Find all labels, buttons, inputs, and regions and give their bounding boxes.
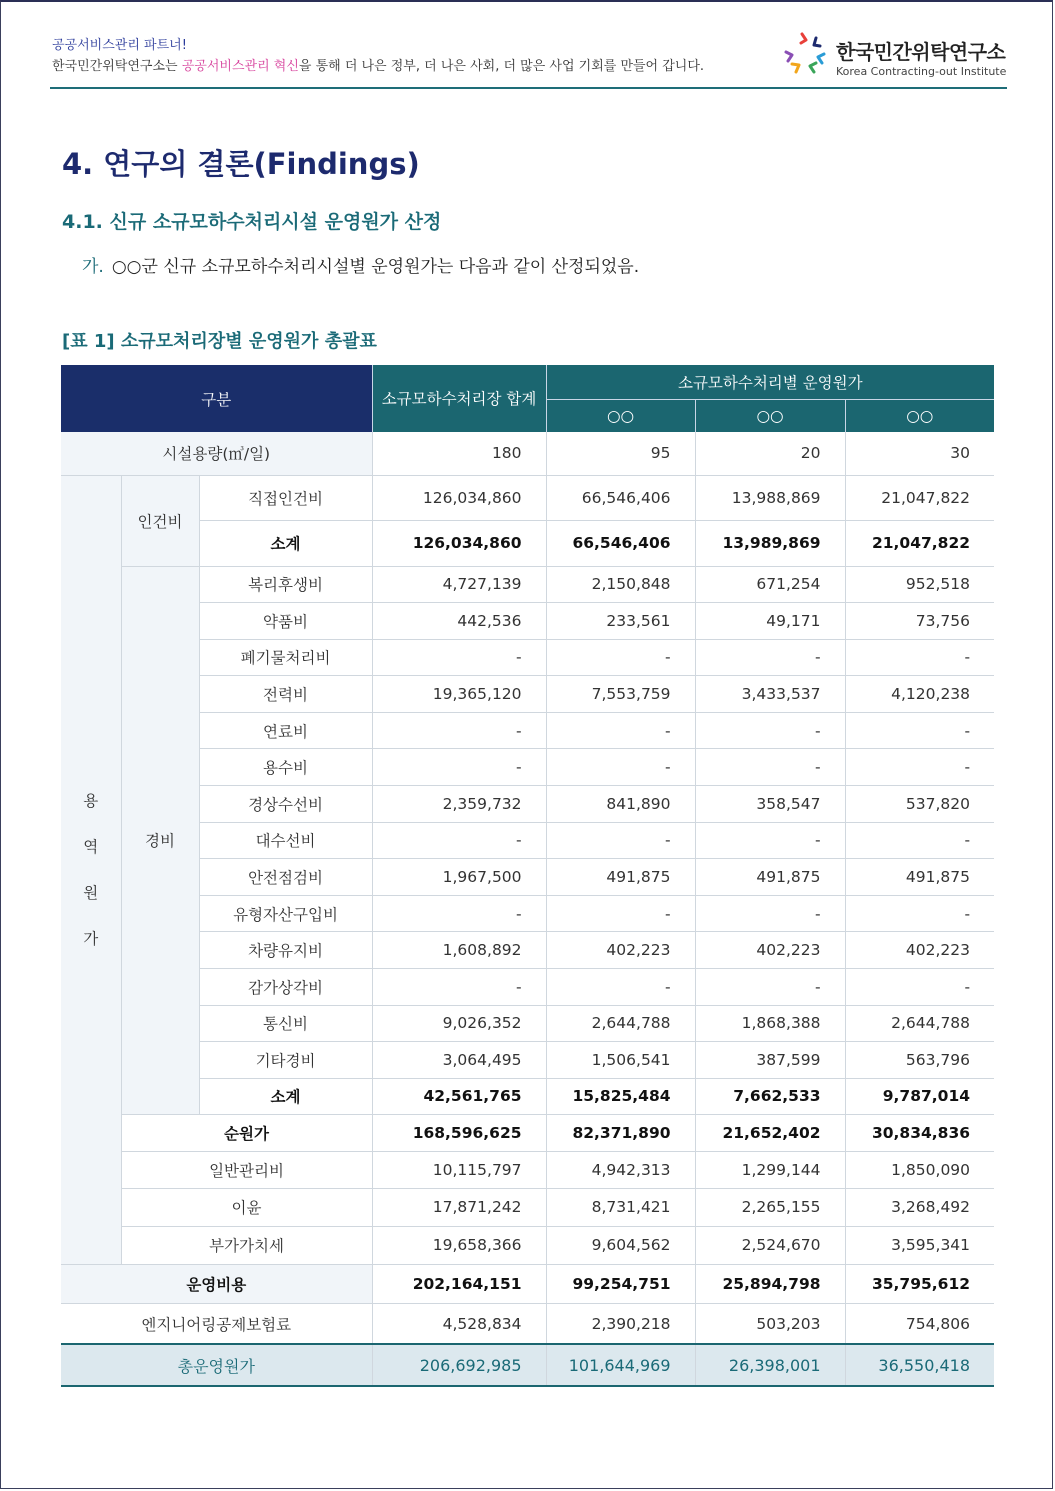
star-logo-icon	[780, 30, 830, 80]
value-cell: -	[695, 639, 845, 676]
service-cost-char: 가	[83, 929, 99, 948]
value-cell: 17,871,242	[372, 1188, 546, 1226]
value-cell: 2,265,155	[695, 1188, 845, 1226]
value-cell: 20	[695, 432, 845, 475]
value-cell: 9,604,562	[546, 1226, 695, 1264]
value-cell: 4,727,139	[372, 566, 546, 603]
value-cell: 19,365,120	[372, 676, 546, 713]
value-cell: -	[372, 822, 546, 859]
group-label-labor: 인건비	[121, 475, 199, 566]
header-description	[52, 55, 704, 74]
value-cell: -	[372, 895, 546, 932]
table-row	[61, 712, 994, 749]
value-cell: 7,662,533	[695, 1078, 845, 1114]
table-row	[61, 432, 994, 475]
body-paragraph	[82, 252, 639, 277]
row-label-vat: 부가가치세	[121, 1226, 372, 1264]
value-cell: 2,644,788	[546, 1005, 695, 1042]
value-cell: 101,644,969	[546, 1344, 695, 1386]
row-label: 감가상각비	[199, 969, 372, 1006]
row-label-insurance: 엔지니어링공제보험료	[61, 1303, 372, 1344]
table-row	[61, 749, 994, 786]
value-cell: 73,756	[845, 603, 994, 640]
value-cell: 82,371,890	[546, 1114, 695, 1151]
row-label: 기타경비	[199, 1042, 372, 1079]
value-cell: 402,223	[695, 932, 845, 969]
service-cost-char: 용	[83, 791, 99, 810]
value-cell: 2,359,732	[372, 786, 546, 823]
value-cell: 10,115,797	[372, 1151, 546, 1188]
row-label: 폐기물처리비	[199, 639, 372, 676]
value-cell: 2,390,218	[546, 1303, 695, 1344]
value-cell: 563,796	[845, 1042, 994, 1079]
value-cell: 1,850,090	[845, 1151, 994, 1188]
value-cell: -	[372, 639, 546, 676]
value-cell: -	[372, 749, 546, 786]
table-row	[61, 639, 994, 676]
header-plant-3: ○○	[845, 399, 994, 432]
header-plant-2: ○○	[695, 399, 845, 432]
header-by-plant: 소규모하수처리별 운영원가	[546, 365, 994, 399]
value-cell: 9,787,014	[845, 1078, 994, 1114]
value-cell: 36,550,418	[845, 1344, 994, 1386]
value-cell: 233,561	[546, 603, 695, 640]
table-row	[61, 603, 994, 640]
row-label-admin: 일반관리비	[121, 1151, 372, 1188]
value-cell: 952,518	[845, 566, 994, 603]
table-row	[61, 1114, 994, 1151]
value-cell: 66,546,406	[546, 520, 695, 566]
value-cell: 4,528,834	[372, 1303, 546, 1344]
value-cell: 202,164,151	[372, 1264, 546, 1303]
row-label: 통신비	[199, 1005, 372, 1042]
row-label: 용수비	[199, 749, 372, 786]
header-description-end: 을 통해 더 나은 정부, 더 나은 사회, 더 많은 사업 기회를 만들어 갑니다.	[298, 59, 705, 74]
value-cell: -	[845, 712, 994, 749]
value-cell: 13,989,869	[695, 520, 845, 566]
value-cell: -	[546, 749, 695, 786]
value-cell: -	[845, 822, 994, 859]
value-cell: 49,171	[695, 603, 845, 640]
value-cell: -	[372, 969, 546, 1006]
table-row	[61, 786, 994, 823]
row-label: 대수선비	[199, 822, 372, 859]
value-cell: 491,875	[845, 859, 994, 896]
row-label-subtotal: 소계	[199, 1078, 372, 1114]
value-cell: -	[546, 969, 695, 1006]
table-row	[61, 1151, 994, 1188]
table-row	[61, 1303, 994, 1344]
table-body	[61, 432, 994, 1386]
value-cell: 1,868,388	[695, 1005, 845, 1042]
table-row	[61, 1042, 994, 1079]
value-cell: 13,988,869	[695, 475, 845, 520]
logo-korean-name: 한국민간위탁연구소	[836, 40, 1006, 64]
row-label: 약품비	[199, 603, 372, 640]
row-label-subtotal: 소계	[199, 520, 372, 566]
row-label: 안전점검비	[199, 859, 372, 896]
header-category: 구분	[61, 365, 372, 432]
value-cell: -	[546, 895, 695, 932]
value-cell: 26,398,001	[695, 1344, 845, 1386]
row-label-operating: 운영비용	[61, 1264, 372, 1303]
table-row	[61, 969, 994, 1006]
value-cell: 21,652,402	[695, 1114, 845, 1151]
value-cell: -	[845, 749, 994, 786]
value-cell: -	[695, 822, 845, 859]
value-cell: 21,047,822	[845, 520, 994, 566]
value-cell: 206,692,985	[372, 1344, 546, 1386]
row-label-grand-total: 총운영원가	[61, 1344, 372, 1386]
value-cell: -	[546, 712, 695, 749]
value-cell: 25,894,798	[695, 1264, 845, 1303]
service-cost-char: 역	[83, 837, 99, 856]
row-label: 연료비	[199, 712, 372, 749]
header-description-start: 한국민간위탁연구소는	[52, 59, 182, 74]
value-cell: 402,223	[845, 932, 994, 969]
value-cell: 30	[845, 432, 994, 475]
value-cell: 491,875	[546, 859, 695, 896]
row-label-capacity: 시설용량(㎥/일)	[61, 432, 372, 475]
group-label-service-cost	[61, 475, 121, 1264]
value-cell: -	[546, 822, 695, 859]
value-cell: 4,120,238	[845, 676, 994, 713]
header-total-label: 소규모하수처리장 합계	[381, 389, 537, 408]
value-cell: 7,553,759	[546, 676, 695, 713]
value-cell: 15,825,484	[546, 1078, 695, 1114]
table-row	[61, 566, 994, 603]
table-row	[61, 1264, 994, 1303]
group-label-expense: 경비	[121, 566, 199, 1114]
value-cell: 66,546,406	[546, 475, 695, 520]
value-cell: -	[695, 895, 845, 932]
value-cell: 42,561,765	[372, 1078, 546, 1114]
table-row	[61, 475, 994, 520]
value-cell: 3,268,492	[845, 1188, 994, 1226]
value-cell: 126,034,860	[372, 475, 546, 520]
table-row	[61, 932, 994, 969]
paragraph-text: ○○군 신규 소규모하수처리시설별 운영원가는 다음과 같이 산정되었음.	[111, 257, 640, 277]
value-cell: 537,820	[845, 786, 994, 823]
table-row	[61, 676, 994, 713]
value-cell: -	[695, 969, 845, 1006]
header-highlight: 공공서비스관리 혁신	[181, 59, 299, 74]
value-cell: 3,064,495	[372, 1042, 546, 1079]
service-cost-char: 원	[83, 883, 99, 902]
value-cell: 1,967,500	[372, 859, 546, 896]
value-cell: -	[695, 712, 845, 749]
row-label: 전력비	[199, 676, 372, 713]
operating-cost-table	[61, 365, 994, 1387]
value-cell: 1,299,144	[695, 1151, 845, 1188]
logo-english-name: Korea Contracting-out Institute	[836, 65, 1007, 78]
table-row	[61, 822, 994, 859]
value-cell: 99,254,751	[546, 1264, 695, 1303]
value-cell: -	[845, 969, 994, 1006]
table-row	[61, 1226, 994, 1264]
value-cell: -	[695, 749, 845, 786]
value-cell: 491,875	[695, 859, 845, 896]
value-cell: 2,150,848	[546, 566, 695, 603]
table-row	[61, 859, 994, 896]
value-cell: -	[546, 639, 695, 676]
value-cell: 180	[372, 432, 546, 475]
value-cell: 168,596,625	[372, 1114, 546, 1151]
value-cell: 35,795,612	[845, 1264, 994, 1303]
value-cell: -	[845, 639, 994, 676]
value-cell: 2,644,788	[845, 1005, 994, 1042]
value-cell: 8,731,421	[546, 1188, 695, 1226]
value-cell: 1,506,541	[546, 1042, 695, 1079]
subsection-heading: 4.1. 신규 소규모하수처리시설 운영원가 산정	[62, 211, 442, 233]
value-cell: 30,834,836	[845, 1114, 994, 1151]
header-tagline: 공공서비스관리 파트너!	[52, 38, 187, 53]
value-cell: 1,608,892	[372, 932, 546, 969]
header-total	[372, 365, 546, 432]
table-caption: [표 1] 소규모처리장별 운영원가 총괄표	[62, 331, 377, 352]
value-cell: 387,599	[695, 1042, 845, 1079]
row-label: 복리후생비	[199, 566, 372, 603]
value-cell: 2,524,670	[695, 1226, 845, 1264]
value-cell: 402,223	[546, 932, 695, 969]
row-label-profit: 이윤	[121, 1188, 372, 1226]
table-row	[61, 895, 994, 932]
table-row	[61, 1005, 994, 1042]
value-cell: 95	[546, 432, 695, 475]
institute-logo	[780, 30, 1005, 80]
value-cell: -	[372, 712, 546, 749]
value-cell: 503,203	[695, 1303, 845, 1344]
value-cell: 442,536	[372, 603, 546, 640]
value-cell: 126,034,860	[372, 520, 546, 566]
row-label: 차량유지비	[199, 932, 372, 969]
value-cell: 754,806	[845, 1303, 994, 1344]
row-label: 유형자산구입비	[199, 895, 372, 932]
value-cell: 3,595,341	[845, 1226, 994, 1264]
value-cell: 841,890	[546, 786, 695, 823]
table-row	[61, 520, 994, 566]
table-row	[61, 1078, 994, 1114]
value-cell: 358,547	[695, 786, 845, 823]
table-row	[61, 1188, 994, 1226]
value-cell: -	[845, 895, 994, 932]
row-label: 경상수선비	[199, 786, 372, 823]
value-cell: 3,433,537	[695, 676, 845, 713]
value-cell: 4,942,313	[546, 1151, 695, 1188]
value-cell: 671,254	[695, 566, 845, 603]
section-heading: 4. 연구의 결론(Findings)	[62, 147, 420, 181]
header-divider	[50, 87, 1007, 89]
paragraph-marker: 가.	[82, 257, 104, 277]
table-row	[61, 1344, 994, 1386]
value-cell: 21,047,822	[845, 475, 994, 520]
row-label-net-cost: 순원가	[121, 1114, 372, 1151]
page-header	[50, 30, 1007, 90]
row-label: 직접인건비	[199, 475, 372, 520]
value-cell: 9,026,352	[372, 1005, 546, 1042]
header-plant-1: ○○	[546, 399, 695, 432]
value-cell: 19,658,366	[372, 1226, 546, 1264]
